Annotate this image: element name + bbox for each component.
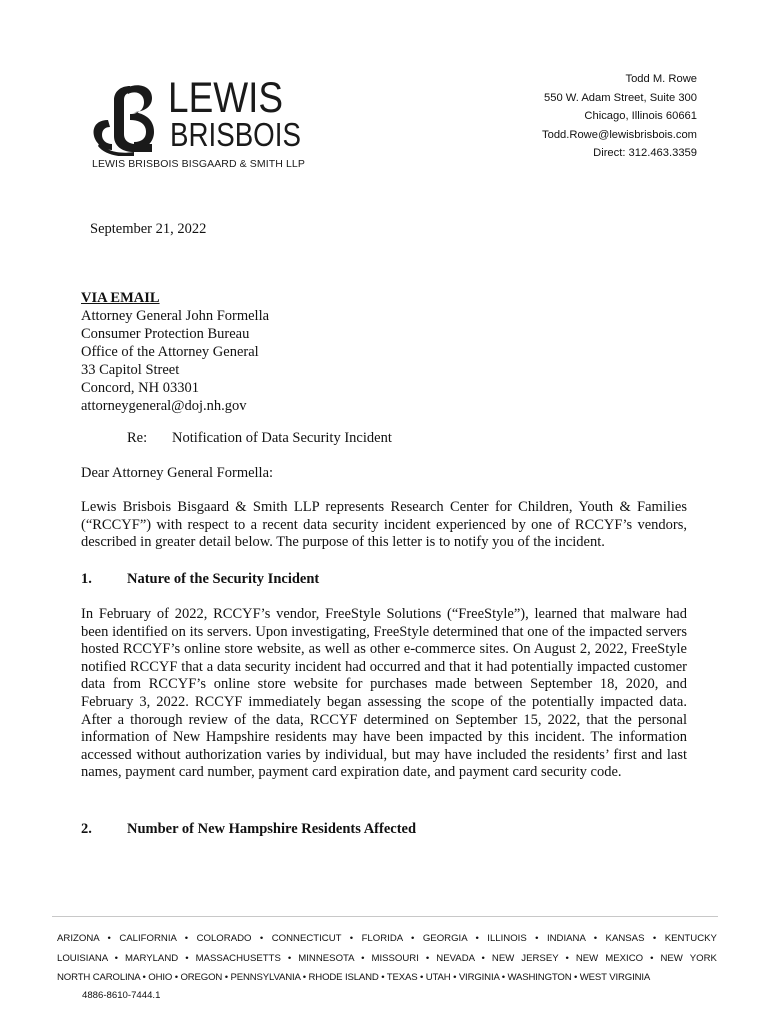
section-title: Number of New Hampshire Residents Affected xyxy=(127,821,417,837)
subject-line xyxy=(127,430,392,447)
office-state: MASSACHUSETTS xyxy=(195,952,281,964)
office-state: NEW YORK xyxy=(660,952,717,964)
recipient-email[interactable]: attorneygeneral@doj.nh.gov xyxy=(81,398,247,414)
subject-label: Re: xyxy=(127,430,148,446)
office-state: OHIO xyxy=(148,972,173,983)
office-state: LOUISIANA xyxy=(57,952,108,964)
footer-separator: • xyxy=(140,972,149,983)
footer-row xyxy=(57,953,717,973)
office-state: MISSOURI xyxy=(371,952,419,964)
office-state: GEORGIA xyxy=(422,933,468,944)
footer-separator: • xyxy=(378,972,387,983)
office-state: PENNSYLVANIA xyxy=(230,972,301,983)
intro-paragraph: Lewis Brisbois Bisgaard & Smith LLP represents Research Center for Children, Youth & Families (“RCCYF”) with respect to a recent data security incident experienced by one of RCCYF’s vendors, described in greater detail below. The purpose of this letter is to notify you of the incident. xyxy=(81,499,687,551)
sender-block xyxy=(457,70,697,163)
firm-logo xyxy=(88,76,308,176)
footer-separator: • xyxy=(643,952,661,964)
footer-separator: • xyxy=(644,933,665,944)
letter-date: September 21, 2022 xyxy=(90,221,207,237)
footer-separator: • xyxy=(280,952,299,964)
office-state: ILLINOIS xyxy=(487,933,527,944)
section-heading xyxy=(81,821,416,838)
recipient-line: Consumer Protection Bureau xyxy=(81,326,250,342)
office-state: INDIANA xyxy=(546,933,586,944)
office-state: NORTH CAROLINA xyxy=(57,972,141,983)
office-state: COLORADO xyxy=(196,933,252,944)
footer-separator: • xyxy=(526,933,547,944)
recipient-line: Concord, NH 03301 xyxy=(81,380,200,396)
office-state: MARYLAND xyxy=(125,952,179,964)
recipient-line: 33 Capitol Street xyxy=(81,362,180,378)
section-title: Nature of the Security Incident xyxy=(127,571,320,587)
section-body: In February of 2022, RCCYF’s vendor, FreeStyle Solutions (“FreeStyle”), learned that malware had been identified on its servers. Upon investigating, FreeStyle determined that one of the impacted servers hosted RCCYF’s online store website, as well as other e-commerce sites. On August 2, 2022, FreeStyle notified RCCYF that a data security incident had occurred and that it had potentially impacted customer data from RCCYF’s online store website for purchases made between September 18, 2020, and February 3, 2022. RCCYF immediately began assessing the scope of the potentially impacted data. After a thorough review of the data, RCCYF determined on September 15, 2022, that the personal information of New Hampshire residents may have been impacted by this incident. The information accessed without authorization varies by individual, but may have included the residents’ first and last names, payment card number, payment card expiration date, and payment card security code. xyxy=(81,606,687,781)
section-number: 2. xyxy=(81,821,92,837)
footer-separator: • xyxy=(172,972,181,983)
footer-separator: • xyxy=(474,952,492,964)
footer-separator: • xyxy=(585,933,606,944)
footer-separator: • xyxy=(417,972,426,983)
document-id: 4886-8610-7444.1 xyxy=(82,990,161,1001)
office-state: RHODE ISLAND xyxy=(308,972,379,983)
footer-separator: • xyxy=(571,972,580,983)
footer-separator: • xyxy=(107,952,126,964)
office-state: UTAH xyxy=(425,972,451,983)
footer-separator: • xyxy=(251,933,272,944)
office-state: FLORIDA xyxy=(361,933,403,944)
footer-divider xyxy=(52,916,718,917)
office-state: NEW JERSEY xyxy=(491,952,559,964)
footer-separator: • xyxy=(222,972,231,983)
recipient-line: Attorney General John Formella xyxy=(81,308,270,324)
logo-word-brisbois: BRISBOIS xyxy=(170,116,301,153)
footer-separator: • xyxy=(178,952,196,964)
footer-separator: • xyxy=(354,952,372,964)
office-state: NEW MEXICO xyxy=(575,952,644,964)
footer-separator: • xyxy=(499,972,508,983)
office-state: CALIFORNIA xyxy=(119,933,177,944)
footer-separator: • xyxy=(300,972,309,983)
footer-separator: • xyxy=(402,933,423,944)
office-state: WEST VIRGINIA xyxy=(579,972,651,983)
sender-email[interactable]: Todd.Rowe@lewisbrisbois.com xyxy=(542,128,697,141)
office-state: CONNECTICUT xyxy=(271,933,342,944)
office-state: WASHINGTON xyxy=(507,972,572,983)
footer-separator: • xyxy=(467,933,488,944)
subject-text: Notification of Data Security Incident xyxy=(172,430,392,446)
lb-monogram-icon xyxy=(90,80,160,156)
section-heading xyxy=(81,571,319,588)
sender-city: Chicago, Illinois 60661 xyxy=(584,110,697,122)
footer-separator: • xyxy=(450,972,459,983)
office-state: TEXAS xyxy=(386,972,418,983)
footer-separator: • xyxy=(558,952,576,964)
sender-direct-phone: Direct: 312.463.3359 xyxy=(593,147,697,159)
footer-separator: • xyxy=(418,952,437,964)
office-state: VIRGINIA xyxy=(458,972,500,983)
sender-street: 550 W. Adam Street, Suite 300 xyxy=(544,91,697,104)
office-state: MINNESOTA xyxy=(298,952,355,964)
delivery-method: VIA EMAIL xyxy=(81,290,160,306)
recipient-line: Office of the Attorney General xyxy=(81,344,259,360)
firm-name: LEWIS BRISBOIS BISGAARD & SMITH LLP xyxy=(92,158,305,170)
salutation: Dear Attorney General Formella: xyxy=(81,465,274,481)
office-state: KENTUCKY xyxy=(664,933,717,944)
office-locations-footer xyxy=(57,933,717,992)
sender-name: Todd M. Rowe xyxy=(625,73,697,85)
office-state: NEVADA xyxy=(436,952,475,964)
footer-separator: • xyxy=(176,933,197,944)
office-state: ARIZONA xyxy=(57,933,100,944)
logo-word-lewis: LEWIS xyxy=(168,74,284,122)
footer-row xyxy=(57,972,717,992)
footer-row xyxy=(57,933,717,953)
office-state: KANSAS xyxy=(605,933,645,944)
recipient-block xyxy=(81,289,269,415)
footer-separator: • xyxy=(99,933,120,944)
office-state: OREGON xyxy=(180,972,223,983)
section-number: 1. xyxy=(81,571,92,587)
footer-separator: • xyxy=(341,933,362,944)
